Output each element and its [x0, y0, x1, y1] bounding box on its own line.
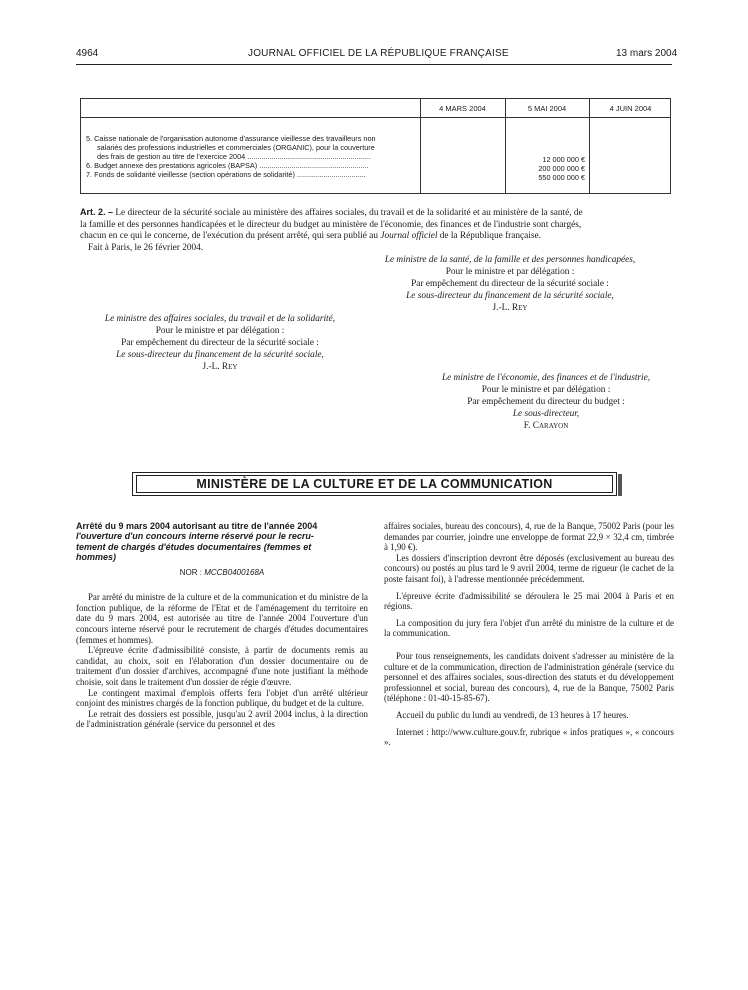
- signature-minister: Le ministre de la santé, de la famille et des personnes handicapées,: [384, 255, 636, 265]
- paragraph: Pour tous renseignements, les candidats doivent s'adresser au ministère de la culture et de la communication, direction de l'administration générale (service du personnel et des affaires sociales, sous-direction des statuts et du développement professionnel et social, bureau des concours), 4, rue de la Banque, 75002 Paris (téléphone : 01-40-15-85-67).: [384, 650, 674, 704]
- arrete-left-column: [76, 521, 368, 730]
- article-label: Art. 2. –: [80, 207, 114, 217]
- arrete-title-line: Arrêté du 9 mars 2004 autorisant au titre de l'année 2004: [76, 521, 318, 531]
- signatory-name: J.-L. Rey: [202, 362, 238, 372]
- signature-line: Le sous-directeur du financement de la sécurité sociale,: [116, 350, 324, 360]
- arrete-title: [76, 521, 368, 563]
- signature-line: Pour le ministre et par délégation :: [445, 267, 575, 277]
- arrete-title-line: l'ouverture d'un concours interne réservé pour le recru-: [76, 531, 314, 542]
- signature-line: Pour le ministre et par délégation :: [155, 326, 285, 336]
- paragraph: Par arrêté du ministre de la culture et de la communication et du ministre de la fonction publique, de la réforme de l'Etat et de l'aménagement du territoire en date du 9 mars 2004, est autorisée au titre de l'année 2004 l'ouverture d'un concours interne réservé pour le recrutement de chargés d'études documentaires (femmes et hommes).: [76, 592, 368, 645]
- article-text: de la République française.: [437, 231, 541, 242]
- table-row-labels: [86, 134, 416, 179]
- signature-sante: [360, 254, 660, 314]
- table-row: des frais de gestion au titre de l'exercice 2004 .............................................................: [97, 152, 371, 161]
- signature-affaires: [70, 313, 370, 373]
- signature-economie: [396, 372, 696, 432]
- header-date: 13 mars 2004: [616, 48, 678, 59]
- paragraph: affaires sociales, bureau des concours), 4, rue de la Banque, 75002 Paris (pour les demandes par courrier, joindre une enveloppe de format 22,9 × 32,4 cm, timbrée à 1,90 €).: [384, 521, 674, 553]
- ministry-title: MINISTÈRE DE LA CULTURE ET DE LA COMMUNICATION: [196, 477, 553, 491]
- article-text: Journal officiel: [380, 231, 438, 242]
- table-row: 6. Budget annexe des prestations agricoles (BAPSA) ......................................................: [86, 161, 369, 170]
- journal-title: JOURNAL OFFICIEL DE LA RÉPUBLIQUE FRANÇAISE: [248, 48, 509, 59]
- signatory-name: J.-L. Rey: [492, 303, 528, 313]
- table-cell: 12 000 000 €: [542, 155, 585, 164]
- signatory-name: F. Carayon: [523, 421, 569, 431]
- arrete-title-line: tement de chargés d'études documentaires (femmes et: [76, 541, 312, 552]
- banner-shadow: [618, 474, 622, 496]
- signature-line: Le sous-directeur du financement de la sécurité sociale,: [406, 291, 614, 301]
- article-text: chacun en ce qui le concerne, de l'exécution du présent arrêté, qui sera publié au: [80, 231, 381, 242]
- done-at: Fait à Paris, le 26 février 2004.: [88, 242, 204, 253]
- signature-line: Par empêchement du directeur de la sécurité sociale :: [121, 338, 319, 348]
- signature-line: Par empêchement du directeur du budget :: [467, 397, 625, 407]
- column-header: 4 JUIN 2004: [609, 104, 652, 113]
- signature-line: Le sous-directeur,: [512, 409, 580, 419]
- article-text: la famille et des personnes handicapées et le directeur du budget au ministère de l'économie, des finances et de l'industrie sont chargés,: [80, 219, 582, 230]
- paragraph: Accueil du public du lundi au vendredi, de 13 heures à 17 heures.: [396, 709, 629, 720]
- nor-reference: [76, 568, 368, 579]
- table-row: salariés des professions industrielles et commerciales (ORGANIC), pour la couverture: [97, 143, 375, 152]
- nor-label: NOR :: [179, 567, 202, 577]
- funding-table: [80, 98, 671, 194]
- column-header: 5 MAI 2004: [527, 104, 567, 113]
- paragraph: La composition du jury fera l'objet d'un arrêté du ministre de la culture et de la communication.: [384, 617, 674, 639]
- ministry-banner: [132, 472, 617, 496]
- table-row: 7. Fonds de solidarité vieillesse (section opérations de solidarité) ..................................: [86, 170, 366, 179]
- table-col-divider: [589, 99, 590, 193]
- article-text: Le directeur de la sécurité sociale au ministère des affaires sociales, du travail et de la solidarité et au ministère de la santé, de: [115, 208, 583, 218]
- arrete-right-column: [384, 521, 674, 748]
- table-values: [505, 155, 585, 182]
- paragraph: Le contingent maximal d'emplois offerts fera l'objet d'un arrêté ultérieur conjoint des ministres chargés de la fonction publique, du budget et de la culture.: [76, 687, 368, 709]
- arrete-title-line: hommes): [76, 552, 117, 563]
- paragraph: L'épreuve écrite d'admissibilité se déroulera le 25 mai 2004 à Paris et en régions.: [384, 590, 674, 612]
- article-2: [80, 207, 672, 254]
- signature-minister: Le ministre de l'économie, des finances et de l'industrie,: [441, 373, 651, 383]
- nor-value: MCCB0400168A: [204, 567, 265, 577]
- table-cell: 550 000 000 €: [538, 173, 585, 182]
- header-rule: [76, 64, 672, 65]
- paragraph: Le retrait des dossiers est possible, jusqu'au 2 avril 2004 inclus, à la direction de l'administration générale (service du personnel et des: [76, 708, 368, 730]
- signature-line: Pour le ministre et par délégation :: [481, 385, 611, 395]
- signature-line: Par empêchement du directeur de la sécurité sociale :: [411, 279, 609, 289]
- table-col-divider: [420, 99, 421, 193]
- column-header: 4 MARS 2004: [439, 104, 486, 113]
- page-number: 4964: [76, 48, 99, 59]
- signature-minister: Le ministre des affaires sociales, du travail et de la solidarité,: [104, 314, 336, 324]
- paragraph: Internet : http://www.culture.gouv.fr, rubrique « infos pratiques », « concours ».: [384, 726, 674, 748]
- table-cell: 200 000 000 €: [538, 164, 585, 173]
- paragraph: Les dossiers d'inscription devront être déposés (exclusivement au bureau des concours) ou postés au plus tard le 9 avril 2004, terme de rigueur (le cachet de la poste faisant foi), à l'adresse mentionnée précédemment.: [384, 552, 674, 584]
- table-row: 5. Caisse nationale de l'organisation autonome d'assurance vieillesse des travailleurs non: [86, 134, 376, 143]
- paragraph: L'épreuve écrite d'admissibilité consiste, à partir de documents remis au candidat, au choix, soit en l'élaboration d'un dossier documentaire ou de traitement d'un dossier d'archives, accompagné d'une note justifiant la méthode choisie, soit dans le traitement d'un dossier de régie d'œuvre.: [76, 645, 368, 687]
- table-header-divider: [81, 117, 670, 118]
